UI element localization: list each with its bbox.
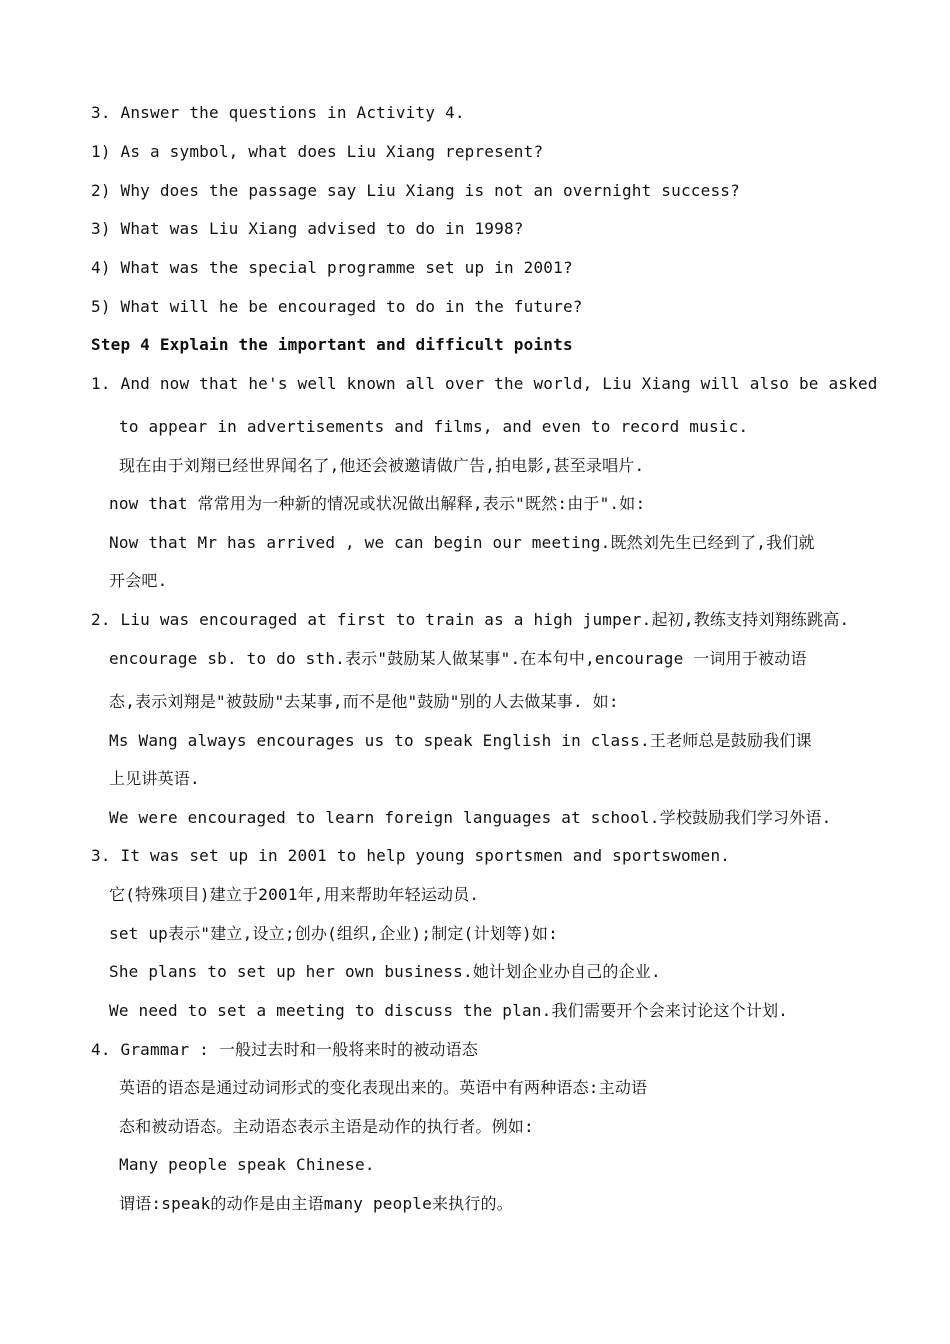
question-heading: 3. Answer the questions in Activity 4. [91,103,465,122]
point-2-explanation: encourage sb. to do sth.表示"鼓励某人做某事".在本句中,encourage 一词用于被动语 [109,649,807,668]
point-2-example-1: Ms Wang always encourages us to speak English in class.王老师总是鼓励我们课 [109,731,812,750]
question-5: 5) What will he be encouraged to do in the future? [91,297,583,316]
grammar-paragraph-cont: 态和被动语态。主动语态表示主语是动作的执行者。例如: [119,1117,534,1136]
point-1-text: 1. And now that he's well known all over the world, Liu Xiang will also be asked [91,374,878,393]
point-1-example-cont: 开会吧. [109,571,168,590]
point-2-example-2: We were encouraged to learn foreign languages at school.学校鼓励我们学习外语. [109,808,832,827]
grammar-example-note: 谓语:speak的动作是由主语many people来执行的。 [119,1194,513,1213]
point-2-text: 2. Liu was encouraged at first to train as a high jumper.起初,教练支持刘翔练跳高. [91,610,850,629]
point-3-text: 3. It was set up in 2001 to help young sportsmen and sportswomen. [91,846,731,865]
step-4-heading: Step 4 Explain the important and difficult points [91,335,573,354]
point-3-example-1: She plans to set up her own business.她计划企业办自己的企业. [109,962,661,981]
point-1-text-cont: to appear in advertisements and films, and even to record music. [119,417,749,436]
question-4: 4) What was the special programme set up in 2001? [91,258,573,277]
question-1: 1) As a symbol, what does Liu Xiang represent? [91,142,544,161]
point-1-translation: 现在由于刘翔已经世界闻名了,他还会被邀请做广告,拍电影,甚至录唱片. [119,456,645,475]
point-2-example-1-cont: 上见讲英语. [109,769,200,788]
point-1-example: Now that Mr has arrived , we can begin our meeting.既然刘先生已经到了,我们就 [109,533,815,552]
point-3-translation: 它(特殊项目)建立于2001年,用来帮助年轻运动员. [109,885,480,904]
grammar-example: Many people speak Chinese. [119,1155,375,1174]
point-3-explanation: set up表示"建立,设立;创办(组织,企业);制定(计划等)如: [109,924,558,943]
point-3-example-2: We need to set a meeting to discuss the plan.我们需要开个会来讨论这个计划. [109,1001,789,1020]
question-3: 3) What was Liu Xiang advised to do in 1998? [91,219,524,238]
point-4-grammar-heading: 4. Grammar : 一般过去时和一般将来时的被动语态 [91,1040,479,1059]
point-2-explanation-cont: 态,表示刘翔是"被鼓励"去某事,而不是他"鼓励"别的人去做某事. 如: [109,692,619,711]
grammar-paragraph: 英语的语态是通过动词形式的变化表现出来的。英语中有两种语态:主动语 [119,1078,648,1097]
point-1-explanation: now that 常常用为一种新的情况或状况做出解释,表示"既然:由于".如: [109,494,646,513]
question-2: 2) Why does the passage say Liu Xiang is not an overnight success? [91,181,740,200]
